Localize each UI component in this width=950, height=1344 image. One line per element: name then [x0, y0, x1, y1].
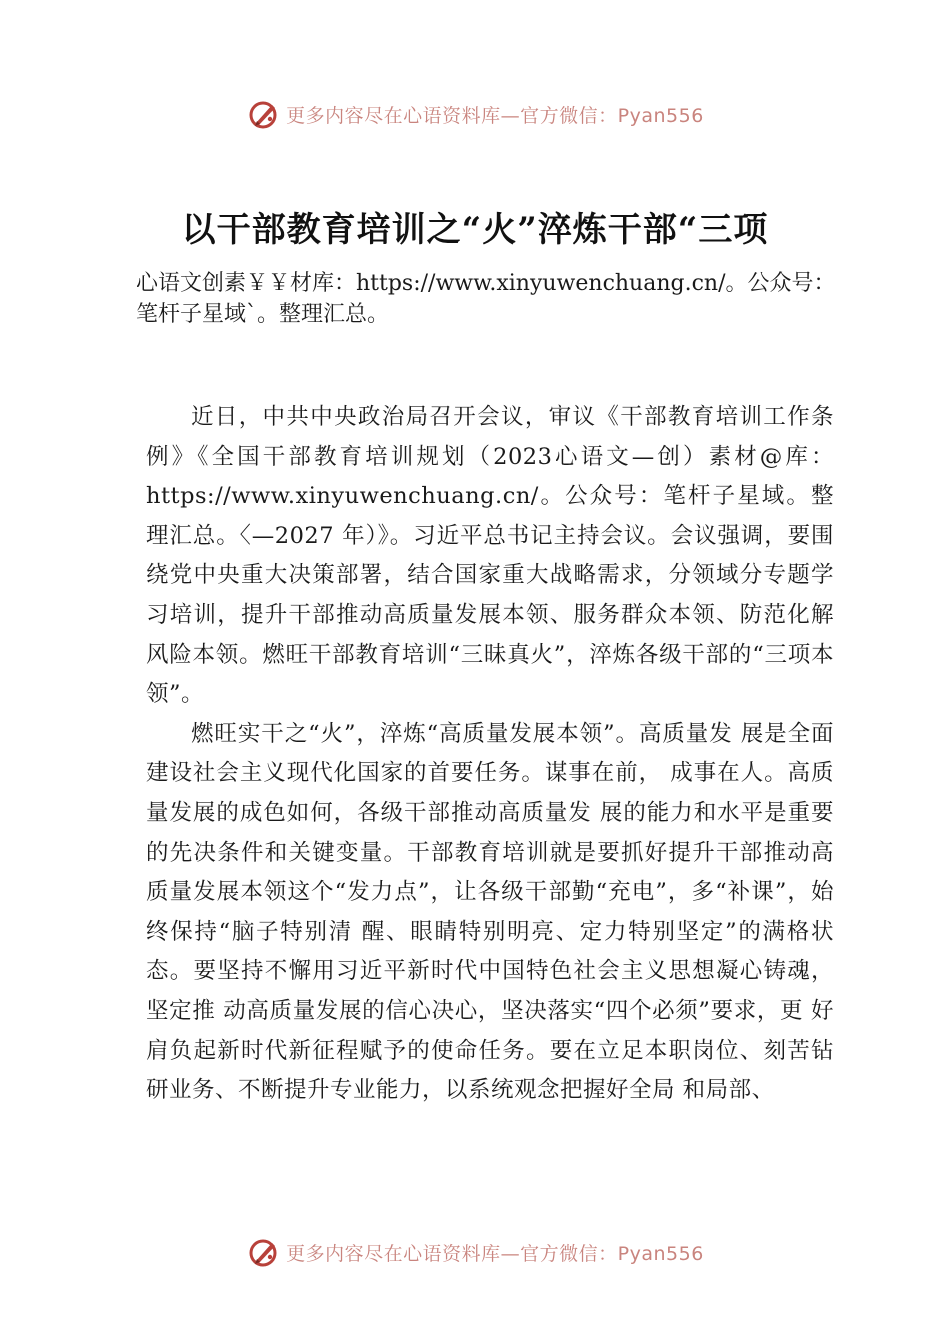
footer-banner-text: 更多内容尽在心语资料库—官方微信：Pyan556 — [286, 1242, 704, 1265]
pen-seal-logo-icon — [246, 97, 280, 131]
footer-wechat-id: Pyan556 — [617, 1242, 704, 1265]
footer-banner — [0, 1232, 950, 1272]
document-body — [146, 398, 834, 1111]
pen-seal-logo-icon — [246, 1235, 280, 1269]
paragraph-1: 近日，中共中央政治局召开会议，审议《干部教育培训工作条例》《全国干部教育培训规划（2023心语文—创）素材@库：https://www.xinyuwenchuang.cn/。公众号：笔杆子星域。整理汇总。〈—2027 年）》。习近平总书记主持会议。会议强调，要围绕党中央重大决策部署，结合国家重大战略需求，分领域分专题学习培训，提升干部推动高质量发展本领、服务群众本领、防范化解风险本领。燃旺干部教育培训“三昧真火”，淬炼各级干部的“三项本领”。 — [146, 404, 834, 708]
document-title: 以干部教育培训之“火”淬炼干部“三项 — [181, 210, 769, 250]
paragraph-2: 燃旺实干之“火”，淬炼“高质量发展本领”。高质量发 展是全面建设社会主义现代化国家的首要任务。谋事在前， 成事在人。高质量发展的成色如何，各级干部推动高质量发 展的能力和水平是重要的先决条件和关键变量。干部教育培训就是要抓好提升干部推动高质量发展本领这个“发力点”，让各级干部勤“充电”，多“补课”，始终保持“脑子特别清 醒、眼睛特别明亮、定力特别坚定”的满格状态。要坚持不懈用习近平新时代中国特色社会主义思想凝心铸魂，坚定推 动高质量发展的信心决心，坚决落实“四个必须”要求，更 好肩负起新时代新征程赋予的使命任务。要在立足本职岗位、刻苦钻研业务、不断提升专业能力，以系统观念把握好全局 和局部、 — [146, 720, 834, 1104]
header-banner-text: 更多内容尽在心语资料库—官方微信：Pyan556 — [286, 104, 704, 127]
header-wechat-id: Pyan556 — [617, 104, 704, 127]
source-line: 心语文创素￥￥材库：https://www.xinyuwenchuang.cn/。公众号：笔杆子星域`。整理汇总。 — [136, 271, 836, 327]
header-banner — [0, 94, 950, 134]
